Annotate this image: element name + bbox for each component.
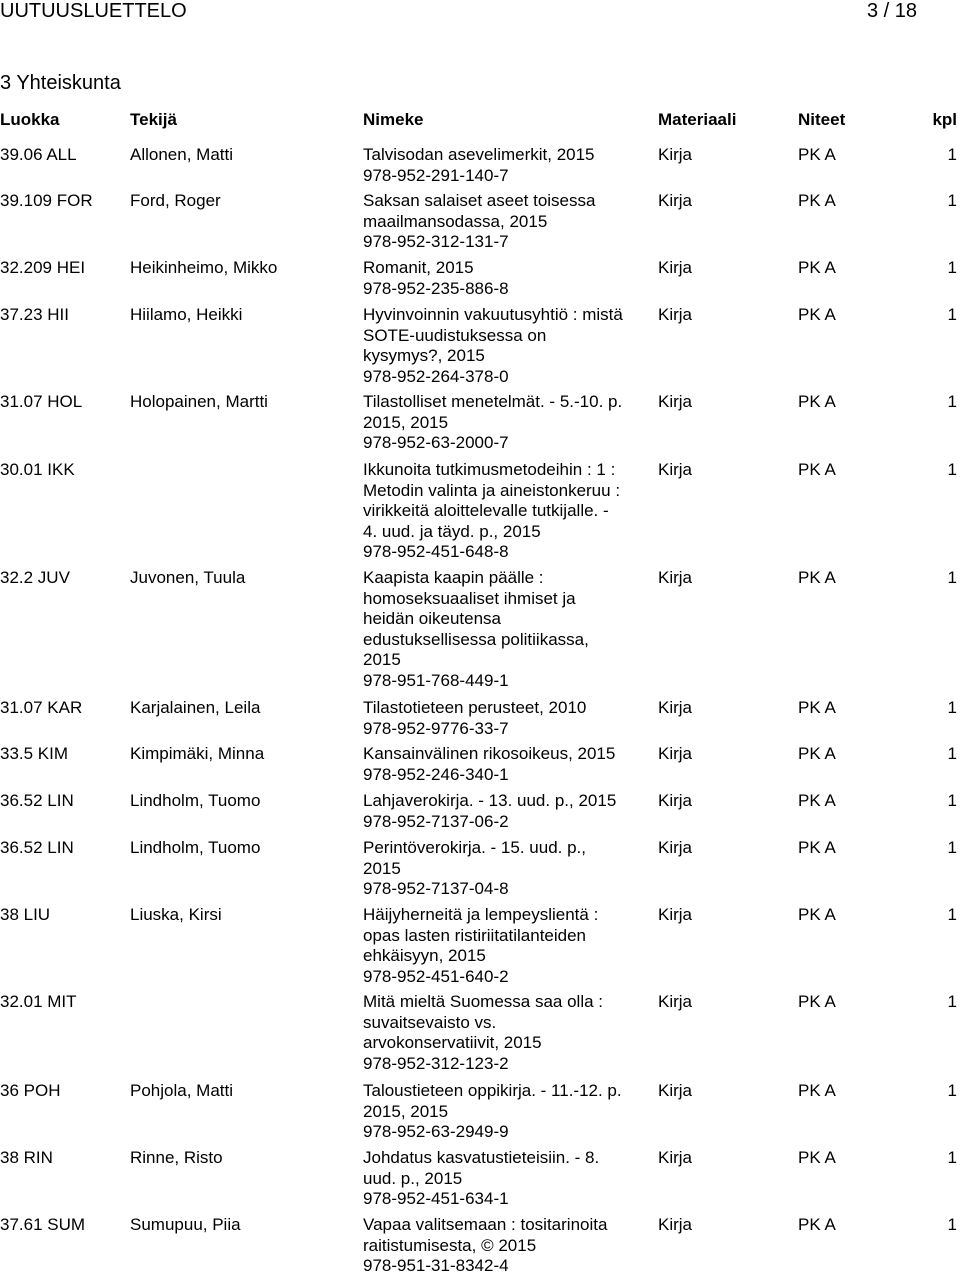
nimeke-line: Metodin valinta ja aineistonkeruu :	[363, 480, 621, 500]
cell-nimeke	[363, 838, 653, 900]
cell-luokka: 39.109 FOR	[0, 191, 93, 210]
nimeke-line: 978-952-63-2949-9	[363, 1122, 509, 1141]
cell-luokka: 36.52 LIN	[0, 838, 74, 857]
cell-kpl: 1	[947, 744, 957, 763]
nimeke-line: Tilastotieteen perusteet, 2010	[363, 698, 587, 717]
cell-kpl: 1	[947, 791, 957, 810]
nimeke-line: 978-952-7137-06-2	[363, 811, 509, 831]
cell-materiaali: Kirja	[658, 145, 693, 164]
nimeke-line: Mitä mieltä Suomessa saa olla :	[363, 992, 603, 1011]
cell-kpl: 1	[947, 258, 957, 277]
nimeke-line: 2015	[363, 650, 401, 669]
cell-materiaali: Kirja	[658, 191, 693, 210]
cell-niteet: PK A	[798, 191, 836, 210]
nimeke-line: 978-952-291-140-7	[363, 165, 509, 185]
cell-kpl: 1	[947, 1081, 957, 1100]
cell-kpl: 1	[947, 905, 957, 924]
cell-niteet: PK A	[798, 698, 836, 717]
nimeke-line: 978-952-9776-33-7	[363, 718, 509, 738]
cell-luokka: 39.06 ALL	[0, 145, 77, 164]
nimeke-line: Johdatus kasvatustieteisiin. - 8.	[363, 1148, 600, 1167]
nimeke-line: Häijyherneitä ja lempeyslientä :	[363, 905, 599, 924]
nimeke-line: suvaitsevaisto vs.	[363, 1012, 497, 1032]
nimeke-line: Romanit, 2015	[363, 258, 474, 277]
cell-luokka: 33.5 KIM	[0, 744, 69, 763]
column-header-kpl: kpl	[932, 110, 957, 129]
cell-nimeke	[363, 392, 653, 454]
cell-kpl: 1	[947, 392, 957, 411]
cell-kpl: 1	[947, 568, 957, 587]
nimeke-line: Taloustieteen oppikirja. - 11.-12. p.	[363, 1081, 622, 1100]
cell-luokka: 37.23 HII	[0, 305, 69, 324]
cell-materiaali: Kirja	[658, 744, 693, 763]
cell-tekija: Holopainen, Martti	[130, 392, 268, 411]
cell-kpl: 1	[947, 145, 957, 164]
cell-tekija: Lindholm, Tuomo	[130, 791, 261, 810]
cell-tekija: Karjalainen, Leila	[130, 698, 261, 717]
cell-materiaali: Kirja	[658, 1148, 693, 1167]
nimeke-line: 978-952-312-131-7	[363, 232, 509, 251]
nimeke-line: Talvisodan asevelimerkit, 2015	[363, 145, 595, 164]
cell-niteet: PK A	[798, 305, 836, 324]
nimeke-line: 2015, 2015	[363, 412, 449, 432]
nimeke-line: SOTE-uudistuksessa on	[363, 325, 547, 345]
document-title: UUTUUSLUETTELO	[0, 0, 187, 22]
page-number: 3 / 18	[866, 0, 917, 22]
cell-niteet: PK A	[798, 258, 836, 277]
cell-niteet: PK A	[798, 145, 836, 164]
column-header-row	[0, 110, 960, 130]
nimeke-line: Lahjaverokirja. - 13. uud. p., 2015	[363, 791, 617, 810]
nimeke-line: 978-952-451-640-2	[363, 966, 509, 986]
cell-nimeke	[363, 744, 653, 785]
cell-niteet: PK A	[798, 1148, 836, 1167]
cell-tekija: Liuska, Kirsi	[130, 905, 222, 924]
cell-nimeke	[363, 191, 653, 253]
cell-materiaali: Kirja	[658, 258, 693, 277]
cell-kpl: 1	[947, 698, 957, 717]
cell-kpl: 1	[947, 191, 957, 210]
column-header-nimeke: Nimeke	[363, 110, 424, 129]
nimeke-line: 978-952-264-378-0	[363, 366, 509, 386]
cell-nimeke	[363, 145, 653, 186]
cell-nimeke	[363, 460, 653, 563]
nimeke-line: virikkeitä aloittelevalle tutkijalle. -	[363, 501, 609, 520]
nimeke-line: Kaapista kaapin päälle :	[363, 568, 544, 587]
cell-luokka: 31.07 HOL	[0, 392, 83, 411]
nimeke-line: Ikkunoita tutkimusmetodeihin : 1 :	[363, 460, 616, 479]
cell-kpl: 1	[947, 992, 957, 1011]
cell-luokka: 38 RIN	[0, 1148, 53, 1167]
cell-materiaali: Kirja	[658, 305, 693, 324]
nimeke-line: Vapaa valitsemaan : tositarinoita	[363, 1215, 608, 1234]
cell-materiaali: Kirja	[658, 1081, 693, 1100]
nimeke-line: 978-952-246-340-1	[363, 764, 509, 784]
cell-kpl: 1	[947, 1148, 957, 1167]
cell-luokka: 30.01 IKK	[0, 460, 75, 479]
nimeke-line: Hyvinvoinnin vakuutusyhtiö : mistä	[363, 305, 623, 324]
cell-materiaali: Kirja	[658, 1215, 693, 1234]
cell-nimeke	[363, 698, 653, 739]
section-title: 3 Yhteiskunta	[0, 72, 121, 94]
cell-kpl: 1	[947, 838, 957, 857]
nimeke-line: 978-952-63-2000-7	[363, 433, 509, 452]
nimeke-line: 2015, 2015	[363, 1101, 449, 1121]
cell-luokka: 36.52 LIN	[0, 791, 74, 810]
cell-nimeke	[363, 568, 653, 691]
cell-materiaali: Kirja	[658, 992, 693, 1011]
nimeke-line: Kansainvälinen rikosoikeus, 2015	[363, 744, 616, 763]
nimeke-line: 978-952-451-634-1	[363, 1189, 509, 1208]
nimeke-line: ehkäisyyn, 2015	[363, 946, 486, 965]
nimeke-line: 978-952-312-123-2	[363, 1053, 509, 1073]
cell-niteet: PK A	[798, 568, 836, 587]
cell-materiaali: Kirja	[658, 460, 693, 479]
cell-tekija: Allonen, Matti	[130, 145, 233, 164]
cell-tekija: Heikinheimo, Mikko	[130, 258, 278, 277]
cell-tekija: Kimpimäki, Minna	[130, 744, 265, 763]
cell-niteet: PK A	[798, 992, 836, 1011]
cell-tekija: Ford, Roger	[130, 191, 221, 210]
cell-nimeke	[363, 791, 653, 832]
column-header-niteet: Niteet	[798, 110, 846, 129]
nimeke-line: edustuksellisessa politiikassa,	[363, 629, 589, 649]
column-header-tekija: Tekijä	[130, 110, 177, 129]
nimeke-line: 4. uud. ja täyd. p., 2015	[363, 521, 541, 541]
cell-nimeke	[363, 1148, 653, 1210]
cell-niteet: PK A	[798, 392, 836, 411]
nimeke-line: opas lasten ristiriitatilanteiden	[363, 925, 587, 945]
cell-materiaali: Kirja	[658, 698, 693, 717]
cell-niteet: PK A	[798, 1215, 836, 1234]
cell-tekija: Hiilamo, Heikki	[130, 305, 243, 324]
cell-luokka: 37.61 SUM	[0, 1215, 86, 1234]
cell-luokka: 32.209 HEI	[0, 258, 86, 277]
cell-nimeke	[363, 1215, 653, 1277]
cell-materiaali: Kirja	[658, 392, 693, 411]
cell-tekija: Pohjola, Matti	[130, 1081, 233, 1100]
cell-materiaali: Kirja	[658, 905, 693, 924]
cell-niteet: PK A	[798, 905, 836, 924]
nimeke-line: kysymys?, 2015	[363, 346, 485, 365]
cell-luokka: 32.01 MIT	[0, 992, 77, 1011]
cell-materiaali: Kirja	[658, 791, 693, 810]
nimeke-line: uud. p., 2015	[363, 1168, 463, 1188]
cell-luokka: 38 LIU	[0, 905, 51, 924]
cell-kpl: 1	[947, 1215, 957, 1234]
nimeke-line: arvokonservatiivit, 2015	[363, 1033, 542, 1052]
cell-niteet: PK A	[798, 791, 836, 810]
cell-nimeke	[363, 1081, 653, 1143]
nimeke-line: heidän oikeutensa	[363, 609, 502, 628]
cell-nimeke	[363, 992, 653, 1074]
cell-nimeke	[363, 905, 653, 987]
nimeke-line: Tilastolliset menetelmät. - 5.-10. p.	[363, 392, 623, 411]
nimeke-line: Perintöverokirja. - 15. uud. p.,	[363, 838, 587, 857]
cell-tekija: Lindholm, Tuomo	[130, 838, 261, 857]
cell-niteet: PK A	[798, 744, 836, 763]
nimeke-line: Saksan salaiset aseet toisessa	[363, 191, 596, 210]
cell-niteet: PK A	[798, 838, 836, 857]
cell-nimeke	[363, 305, 653, 387]
column-header-luokka: Luokka	[0, 110, 60, 129]
cell-materiaali: Kirja	[658, 568, 693, 587]
cell-luokka: 36 POH	[0, 1081, 61, 1100]
column-header-materiaali: Materiaali	[658, 110, 737, 129]
cell-nimeke	[363, 258, 653, 299]
cell-tekija: Sumupuu, Piia	[130, 1215, 241, 1234]
cell-luokka: 32.2 JUV	[0, 568, 70, 587]
cell-niteet: PK A	[798, 460, 836, 479]
nimeke-line: raitistumisesta, © 2015	[363, 1235, 537, 1255]
nimeke-line: 978-951-31-8342-4	[363, 1256, 509, 1275]
nimeke-line: maailmansodassa, 2015	[363, 211, 548, 231]
nimeke-line: 2015	[363, 858, 401, 878]
nimeke-line: 978-952-7137-04-8	[363, 879, 509, 898]
nimeke-line: 978-952-451-648-8	[363, 542, 509, 561]
cell-kpl: 1	[947, 305, 957, 324]
nimeke-line: homoseksuaaliset ihmiset ja	[363, 588, 576, 608]
cell-tekija: Juvonen, Tuula	[130, 568, 246, 587]
cell-luokka: 31.07 KAR	[0, 698, 83, 717]
cell-tekija: Rinne, Risto	[130, 1148, 223, 1167]
cell-kpl: 1	[947, 460, 957, 479]
nimeke-line: 978-951-768-449-1	[363, 670, 509, 690]
cell-niteet: PK A	[798, 1081, 836, 1100]
cell-materiaali: Kirja	[658, 838, 693, 857]
nimeke-line: 978-952-235-886-8	[363, 278, 509, 298]
